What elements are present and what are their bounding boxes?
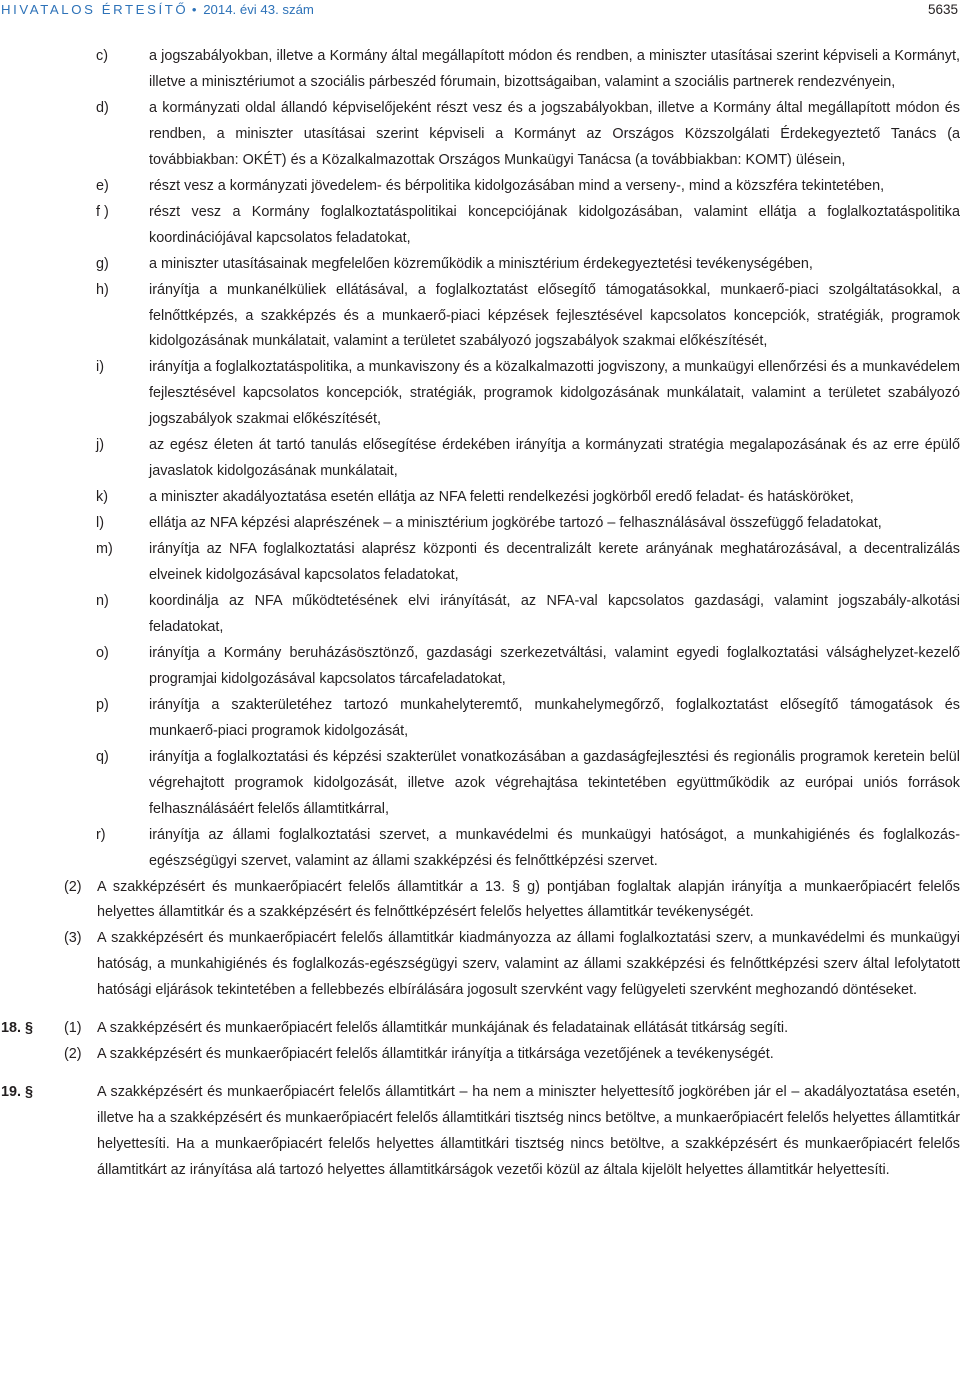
paragraph-2 xyxy=(0,875,960,927)
item-text: részt vesz a Kormány foglalkoztatáspolitikai koncepciójának kidolgozásában, valamint ellátja a foglalkoztatáspolitika koordinációjával kapcsolatos feladatokat, xyxy=(149,203,960,246)
list-item-i xyxy=(0,355,960,433)
list-item-k xyxy=(0,485,960,511)
item-label: p) xyxy=(96,696,109,713)
list-item-l xyxy=(0,511,960,537)
item-label: f ) xyxy=(96,203,109,220)
item-text: irányítja a foglalkoztatáspolitika, a munkaviszony és a közalkalmazotti jogviszony, a munkaügyi ellenőrzési és a munkavédelem fejlesztésével kapcsolatos koncepciók, stratégiák, programok kidolgozásának munkálatait, valamint a területet szabályozó jogszabályok szakmai előkészítését, xyxy=(149,359,960,428)
list-item-o xyxy=(0,641,960,693)
item-text: irányítja a Kormány beruházásösztönző, gazdasági szerkezetváltási, valamint egyedi foglalkoztatási válsághelyzet-kezelő programjai kidolgozásával kapcsolatos tárcafeladatokat, xyxy=(149,644,960,687)
item-label: h) xyxy=(96,281,109,298)
item-text: a miniszter utasításainak megfelelően közreműködik a minisztérium érdekegyeztetési tevékenységében, xyxy=(149,255,813,272)
item-label: k) xyxy=(96,489,108,506)
paragraph-text: A szakképzésért és munkaerőpiacért felelős államtitkár munkájának és feladatainak ellátását titkárság segíti. xyxy=(97,1020,789,1037)
item-text: irányítja a munkanélküliek ellátásával, a foglalkoztatást elősegítő támogatásokkal, munkaerő-piaci szolgáltatásokkal, a felnőttképzés, a szakképzés és a munkaerő-piaci képzések fejlesztésével kapcsolatos koncepciók, stratégiák, programok kidolgozásának munkálatait, valamint a területet szabályozó jogszabályok szakmai előkészítését, xyxy=(149,281,960,350)
paragraph-text: A szakképzésért és munkaerőpiacért felelős államtitkár irányítja a titkársága vezetőjének a tevékenységét. xyxy=(97,1046,774,1063)
paragraph-3 xyxy=(0,926,960,1004)
item-text: irányítja az NFA foglalkoztatási alaprész központi és decentralizált kerete arányának meghatározásával, a decentralizálás elveinek kidolgozásával kapcsolatos feladatokat, xyxy=(149,541,960,584)
document-body xyxy=(0,44,960,1184)
item-text: a miniszter akadályoztatása esetén ellátja az NFA feletti rendelkezési jogkörből eredő feladat- és hatásköröket, xyxy=(149,489,854,506)
item-text: irányítja a szakterületéhez tartozó munkahelyteremtő, munkahelymegőrző, foglalkoztatást elősegítő támogatások és munkaerő-piaci programok kidolgozását, xyxy=(149,696,960,739)
item-text: irányítja a foglalkoztatási és képzési szakterület vonatkozásában a gazdaságfejlesztési és regionális programok keretein belül végrehajtott programok kidolgozását, illetve azok végrehajtása tekintetében együttműködik az európai uniós források felhasználásáért felelős államtitkárral, xyxy=(149,748,960,817)
list-item-g xyxy=(0,252,960,278)
item-label: i) xyxy=(96,359,104,376)
paragraph-label: (2) xyxy=(64,1046,82,1063)
item-label: o) xyxy=(96,644,109,661)
section-number: 18. § xyxy=(1,1020,34,1037)
item-label: e) xyxy=(96,177,109,194)
list-item-p xyxy=(0,693,960,745)
paragraph-label: (1) xyxy=(64,1020,82,1037)
item-label: m) xyxy=(96,541,113,558)
item-label: n) xyxy=(96,593,109,610)
journal-title: HIVATALOS ÉRTESÍTŐ xyxy=(1,2,189,17)
paragraph-text: A szakképzésért és munkaerőpiacért felelős államtitkár kiadmányozza az állami foglalkoztatási szerv, a munkavédelmi és munkaügyi hatóság, a munkahigiénés és foglalkozás-egészségügyi szerv, valamint az állami szakképzési és felnőttképzési szerv által lefolytatott hatósági eljárások tekintetében a fellebbezés elbírálására jogosult szervként vagy felügyeleti szervként meghozandó döntéseket. xyxy=(97,930,960,999)
page-header xyxy=(0,0,960,22)
section-18-paragraph-1 xyxy=(0,1016,960,1042)
list-item-h xyxy=(0,278,960,356)
item-label: r) xyxy=(96,826,106,843)
list-item-d xyxy=(0,96,960,174)
header-separator: • xyxy=(191,2,197,17)
list-item-r xyxy=(0,823,960,875)
item-label: l) xyxy=(96,515,104,532)
list-item-j xyxy=(0,433,960,485)
paragraph-label: (2) xyxy=(64,878,82,895)
journal-header xyxy=(1,2,314,18)
list-item-e xyxy=(0,174,960,200)
paragraph-text: A szakképzésért és munkaerőpiacért felelős államtitkár a 13. § g) pontjában foglaltak alapján irányítja a munkaerőpiacért felelős helyettes államtitkár és a szakképzésért és felnőttképzésért felelős helyettes államtitkár tevékenységét. xyxy=(97,878,960,921)
item-text: irányítja az állami foglalkoztatási szervet, a munkavédelmi és munkaügyi hatóságot, a munkahigiénés és foglalkozás-egészségügyi szervet, valamint az állami szakképzési és felnőttképzési szervet. xyxy=(149,826,960,869)
list-item-n xyxy=(0,589,960,641)
list-item-f xyxy=(0,200,960,252)
item-text: koordinálja az NFA működtetésének elvi irányítását, az NFA-val kapcsolatos gazdasági, valamint jogszabály-alkotási feladatokat, xyxy=(149,593,960,635)
item-text: ellátja az NFA képzési alaprészének – a minisztérium jogkörébe tartozó – felhasználásával összefüggő feladatokat, xyxy=(149,515,882,532)
paragraph-label: (3) xyxy=(64,930,82,947)
section-18-paragraph-2 xyxy=(0,1042,960,1068)
list-item-m xyxy=(0,537,960,589)
page-number: 5635 xyxy=(927,2,958,17)
section-19 xyxy=(0,1080,960,1184)
item-label: d) xyxy=(96,99,109,116)
item-label: j) xyxy=(96,437,104,454)
section-text: A szakképzésért és munkaerőpiacért felelős államtitkárt – ha nem a miniszter helyettesítő jogkörében jár el – akadályoztatása esetén, illetve ha a szakképzésért és munkaerőpiacért felelős államtitkári tisztség nincs betöltve, a munkaerőpiacért felelős helyettes államtitkár helyettesíti. Ha a munkaerőpiacért felelős helyettes államtitkári tisztség nincs betöltve, a szakképzésért és munkaerőpiacért felelős államtitkárt az irányítása alá tartozó helyettes államtitkárságok vezetői közül az általa kijelölt helyettes államtitkár helyettesíti. xyxy=(97,1084,960,1179)
item-text: részt vesz a kormányzati jövedelem- és bérpolitika kidolgozásában mind a verseny-, mind a közszféra tekintetében, xyxy=(149,177,885,194)
item-label: c) xyxy=(96,48,108,64)
item-text: a jogszabályokban, illetve a Kormány által megállapított módon és rendben, a miniszter utasításai szerint képviseli a Kormányt, illetve a minisztériumot a szociális párbeszéd fórumain, bizottságaiban, valamint a szociális partnerek rendezvényein, xyxy=(149,48,960,90)
item-text: az egész életen át tartó tanulás elősegítése érdekében irányítja a kormányzati stratégia megalapozásának és az erre épülő javaslatok kidolgozásának munkálatait, xyxy=(149,437,960,480)
item-label: g) xyxy=(96,255,109,272)
list-item-c xyxy=(0,44,960,96)
issue-label: 2014. évi 43. szám xyxy=(203,2,314,17)
item-label: q) xyxy=(96,748,109,765)
item-text: a kormányzati oldal állandó képviselőjeként részt vesz és a jogszabályokban, illetve a Kormány által megállapított módon és rendben, a miniszter utasításai szerint képviseli a Kormányt az Országos Közszolgálati Érdekegyeztető Tanács (a továbbiakban: OKÉT) és a Közalkalmazottak Országos Munkaügyi Tanácsa (a továbbiakban: KOMT) ülésein, xyxy=(149,99,960,168)
list-item-q xyxy=(0,745,960,823)
section-number: 19. § xyxy=(1,1084,34,1101)
